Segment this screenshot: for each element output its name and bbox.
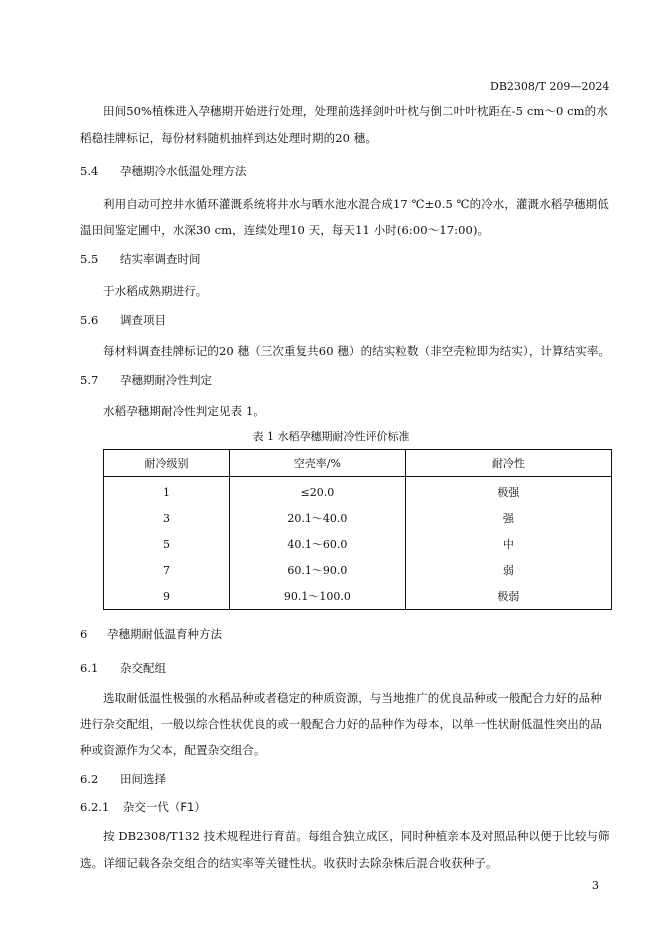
paragraph-line: 进行杂交配组，一般以综合性状优良的或一般配合力好的品种作为母本，以单一性状耐低温性突出的品 (80, 717, 602, 731)
paragraph-line: 种或资源作为父本，配置杂交组合。 (80, 743, 266, 757)
section-title: 杂交配组 (119, 661, 166, 675)
table-cell: ≤20.0 (229, 477, 405, 506)
paragraph-line: 稻稳挂牌标记，每份材料随机抽样到达处理时期的20 穗。 (80, 131, 377, 145)
paragraph-line: 选取耐低温性极强的水稻品种或者稳定的种质资源，与当地推广的优良品种或一般配合力好的品种 (103, 691, 602, 705)
cold-tolerance-table (103, 449, 612, 610)
table-row (104, 531, 612, 557)
page-number: 3 (592, 879, 599, 892)
section-heading-5-5 (80, 251, 200, 267)
table-row (104, 557, 612, 583)
table-cell: 9 (104, 583, 230, 610)
table-row (104, 583, 612, 610)
section-heading-6 (80, 626, 222, 642)
section-title: 调查项目 (119, 313, 166, 327)
table-header-cell: 耐冷级别 (104, 450, 230, 477)
table-row (104, 505, 612, 531)
paragraph-line: 温田间鉴定圃中，水深30 cm，连续处理10 天，每天11 小时(6:00～17:00)。 (80, 223, 490, 237)
paragraph-line: 按 DB2308/T132 技术规程进行育苗。每组合独立成区，同时种植亲本及对照品种以便于比较与筛 (103, 829, 610, 843)
paragraph-line: 每材料调查挂牌标记的20 穗（三次重复共60 穗）的结实粒数（非空壳粒即为结实），计算结实率。 (103, 344, 611, 358)
section-number: 5.7 (80, 373, 99, 387)
section-title: 孕穗期耐低温育种方法 (106, 627, 222, 641)
table-cell: 极弱 (405, 583, 611, 610)
section-number: 5.5 (80, 252, 99, 266)
paragraph-line: 田间50%植株进入孕穗期开始进行处理，处理前选择剑叶叶枕与倒二叶叶枕距在-5 cm～0 cm的水 (103, 104, 608, 118)
table-cell: 40.1～60.0 (229, 531, 405, 557)
section-number: 6.1 (80, 661, 99, 675)
paragraph-line: 水稻孕穗期耐冷性判定见表 1。 (103, 404, 265, 418)
table-cell: 60.1～90.0 (229, 557, 405, 583)
section-title: 杂交一代（F1） (122, 800, 206, 814)
table-cell: 5 (104, 531, 230, 557)
table-cell: 弱 (405, 557, 611, 583)
paragraph-line: 于水稻成熟期进行。 (103, 284, 208, 298)
table-header-row (104, 450, 612, 477)
table-cell: 1 (104, 477, 230, 506)
table-cell: 20.1～40.0 (229, 505, 405, 531)
section-heading-6-2 (80, 771, 166, 787)
document-code: DB2308/T 209—2024 (490, 80, 610, 93)
paragraph-line: 利用自动可控井水循环灌溉系统将井水与晒水池水混合成17 ℃±0.5 ℃的冷水，灌溉水稻孕穗期低 (103, 197, 609, 211)
section-number: 6.2.1 (80, 800, 110, 814)
table-cell: 中 (405, 531, 611, 557)
section-title: 结实率调查时间 (119, 252, 201, 266)
table-header-cell: 耐冷性 (405, 450, 611, 477)
section-number: 6.2 (80, 772, 99, 786)
section-title: 孕穗期冷水低温处理方法 (119, 164, 247, 178)
section-number: 6 (80, 627, 88, 641)
section-heading-5-4 (80, 163, 246, 179)
table-cell: 3 (104, 505, 230, 531)
section-title: 田间选择 (119, 772, 166, 786)
table-cell: 7 (104, 557, 230, 583)
section-number: 5.4 (80, 164, 99, 178)
section-number: 5.6 (80, 313, 99, 327)
section-heading-6-2-1 (80, 799, 206, 815)
section-title: 孕穗期耐冷性判定 (119, 373, 212, 387)
section-heading-6-1 (80, 660, 166, 676)
table-cell: 强 (405, 505, 611, 531)
section-heading-5-7 (80, 372, 212, 388)
section-heading-5-6 (80, 312, 166, 328)
paragraph-line: 选。详细记载各杂交组合的结实率等关键性状。收获时去除杂株后混合收获种子。 (80, 856, 498, 870)
table-row (104, 477, 612, 506)
table-header-cell: 空壳率/% (229, 450, 405, 477)
table-cell: 90.1～100.0 (229, 583, 405, 610)
table-cell: 极强 (405, 477, 611, 506)
table-caption: 表 1 水稻孕穗期耐冷性评价标准 (252, 430, 410, 443)
